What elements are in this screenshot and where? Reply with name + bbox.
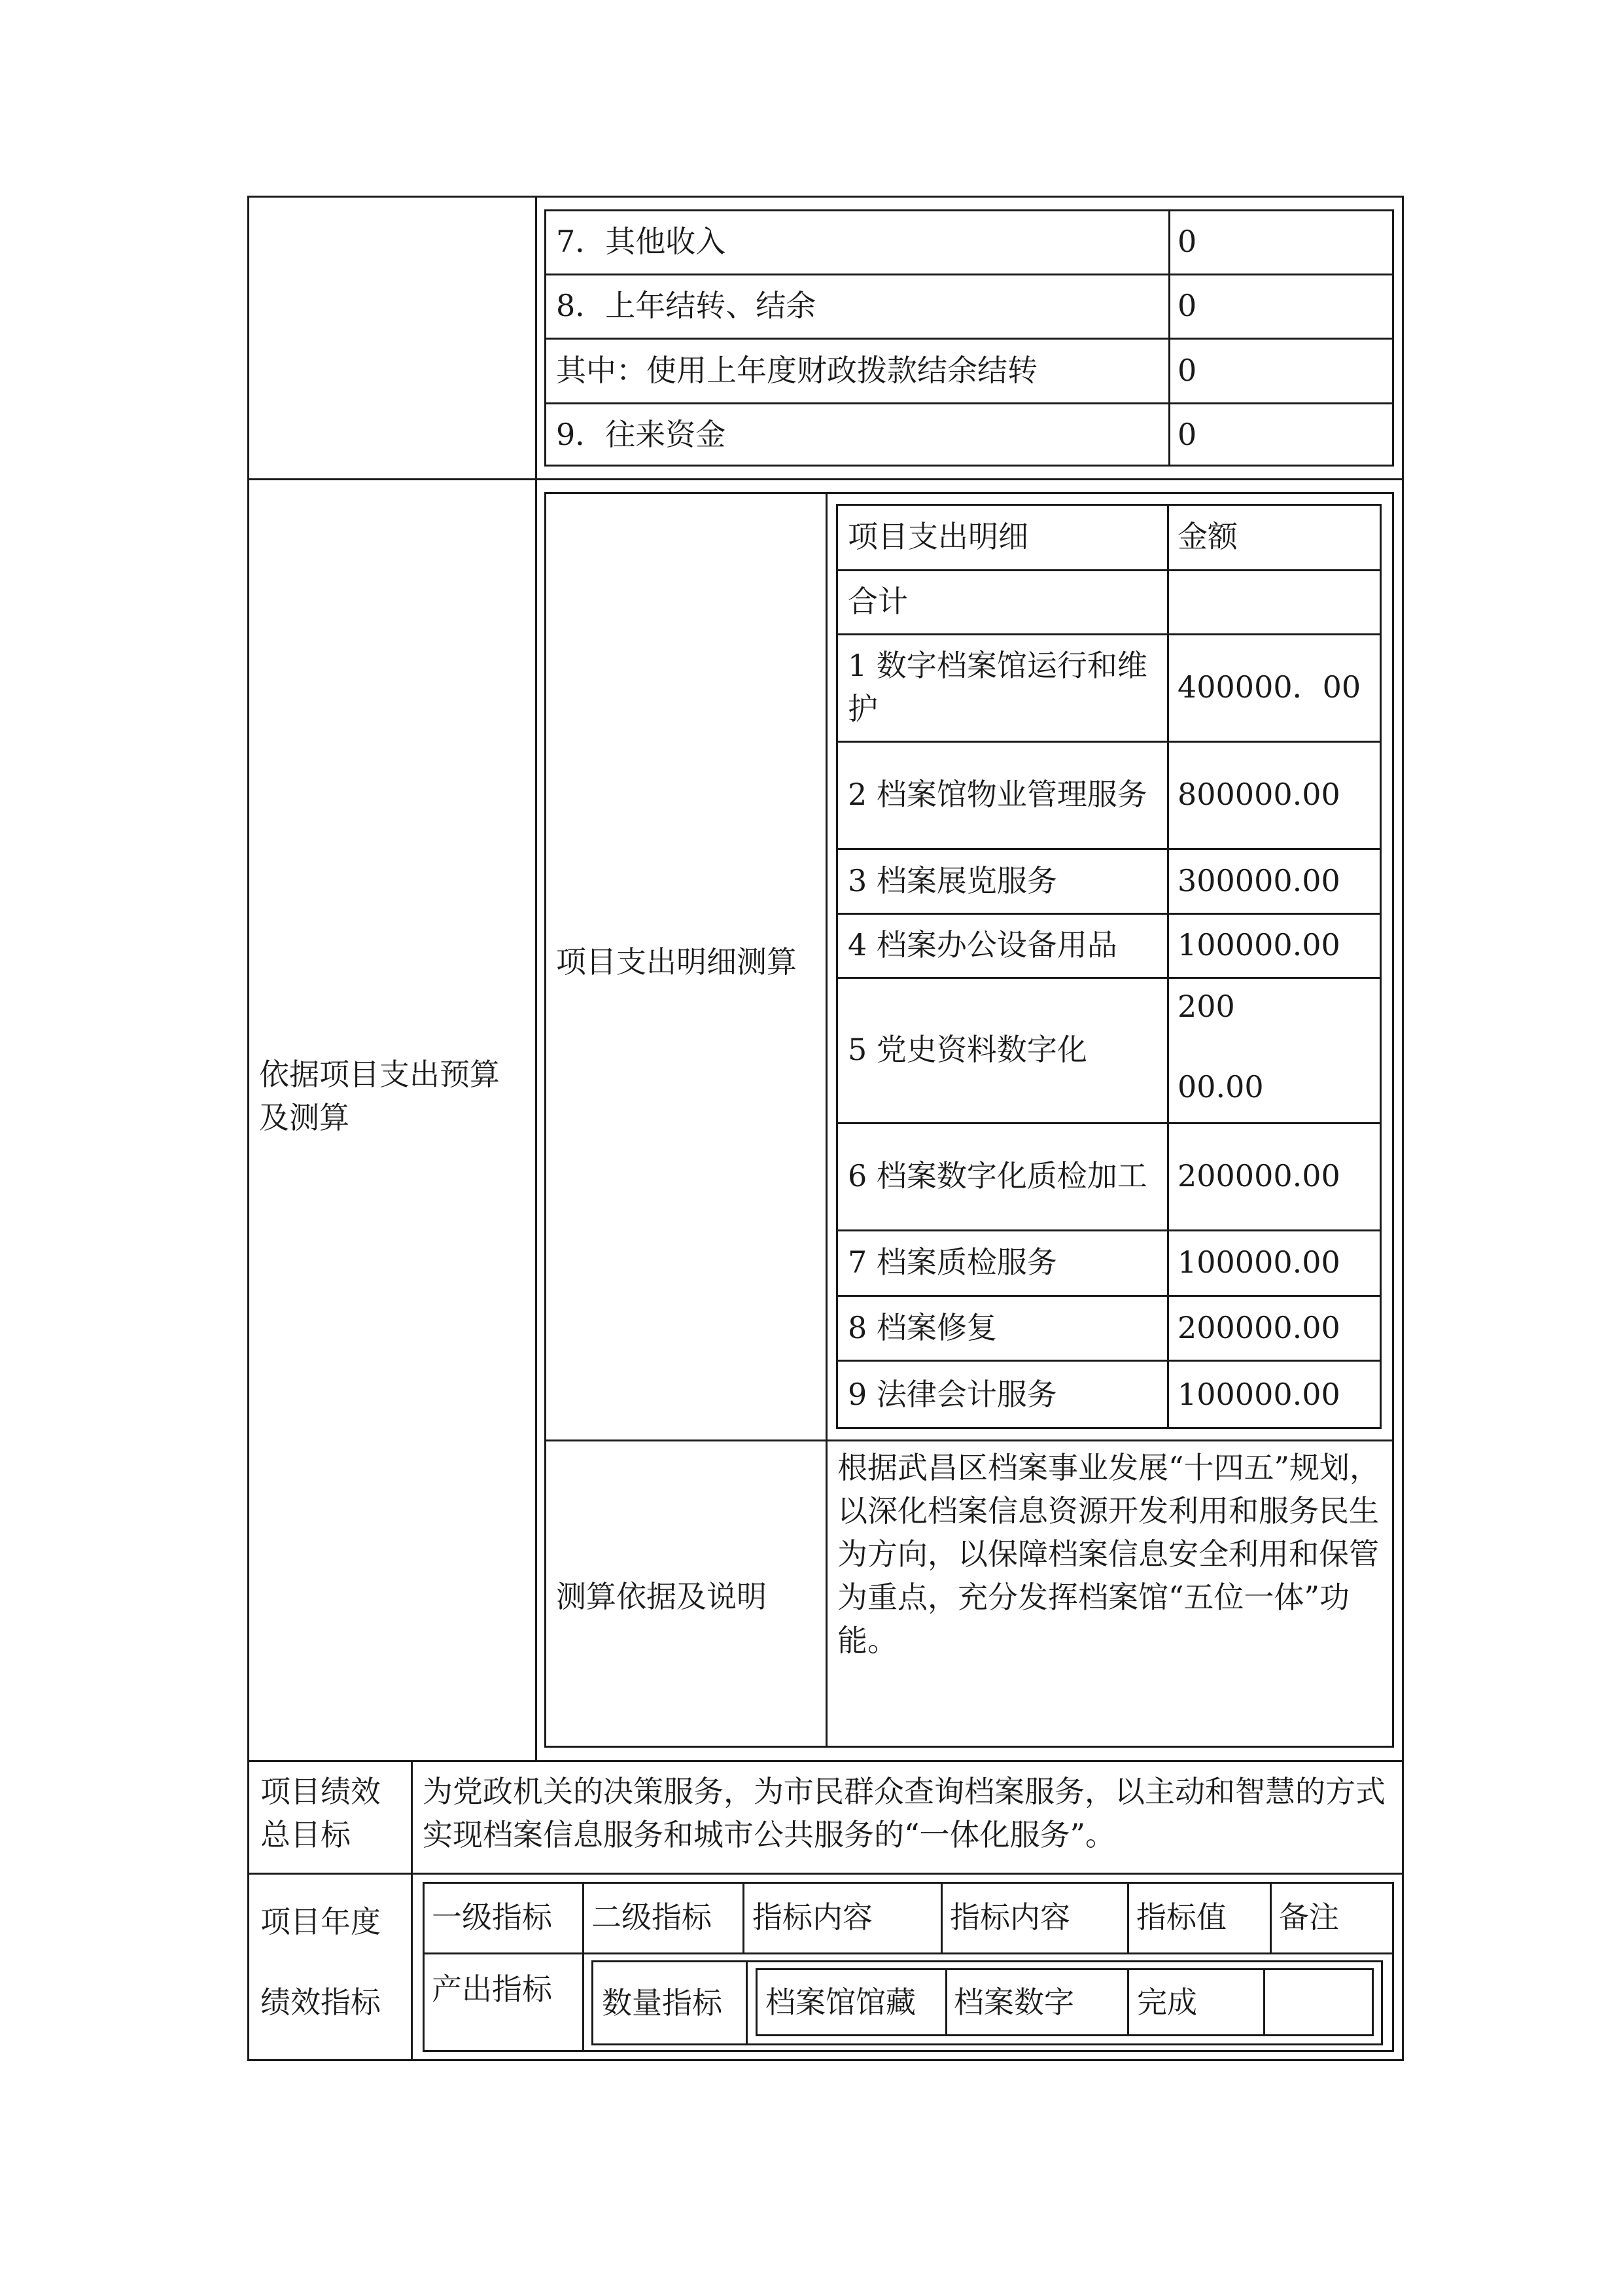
detail-header-item: 项目支出明细 bbox=[848, 519, 1028, 554]
income-row-value: 0 bbox=[1178, 224, 1197, 259]
divider bbox=[423, 1952, 1394, 1954]
divider bbox=[1270, 1882, 1272, 1952]
indicator-content: 档案馆馆藏 bbox=[765, 1985, 916, 2020]
divider bbox=[826, 492, 828, 1748]
divider bbox=[742, 1882, 744, 1952]
divider bbox=[1167, 504, 1169, 1429]
divider bbox=[247, 1873, 1404, 1875]
goal-label: 项目绩效总目标 bbox=[260, 1774, 381, 1852]
detail-row-amount: 800000.00 bbox=[1178, 777, 1340, 812]
indicators-label: 项目年度 bbox=[260, 1904, 381, 1939]
detail-row-amount: 200 bbox=[1178, 989, 1235, 1024]
income-row-label: 7．其他收入 bbox=[556, 224, 726, 259]
divider bbox=[941, 1882, 943, 1952]
indicator-note bbox=[1273, 1968, 1371, 2036]
explain-label: 测算依据及说明 bbox=[556, 1579, 767, 1614]
divider bbox=[247, 1760, 1404, 1762]
detail-row-item: 9 法律会计服务 bbox=[848, 1377, 1057, 1412]
indicator-header: 指标值 bbox=[1136, 1899, 1227, 1935]
detail-row-amount: 200000.00 bbox=[1178, 1158, 1340, 1193]
detail-row-amount: 200000.00 bbox=[1178, 1309, 1340, 1345]
income-row-value: 0 bbox=[1178, 352, 1197, 388]
detail-row-item: 4 档案办公设备用品 bbox=[848, 927, 1117, 963]
income-row-label: 9．往来资金 bbox=[556, 417, 726, 452]
detail-row-item: 合计 bbox=[848, 584, 908, 619]
divider bbox=[945, 1968, 947, 2036]
divider bbox=[247, 478, 1404, 480]
detail-row-item: 7 档案质检服务 bbox=[848, 1245, 1057, 1280]
indicator-header: 二级指标 bbox=[591, 1899, 712, 1935]
divider bbox=[1127, 1882, 1129, 1952]
indicators-label: 绩效指标 bbox=[260, 1985, 381, 2020]
detail-row-item: 5 党史资料数字化 bbox=[848, 1032, 1087, 1067]
divider bbox=[535, 196, 537, 1761]
indicator-level2: 数量指标 bbox=[602, 1985, 722, 2021]
indicator-header: 备注 bbox=[1279, 1899, 1339, 1935]
detail-row-amount: 400000．00 bbox=[1178, 669, 1361, 705]
indicator-content: 档案数字 bbox=[954, 1985, 1074, 2020]
indicator-level1: 产出指标 bbox=[432, 1971, 552, 2007]
detail-label: 项目支出明细测算 bbox=[556, 944, 797, 980]
divider bbox=[746, 1960, 748, 2045]
detail-row-amount bbox=[1178, 569, 1374, 633]
income-row-value: 0 bbox=[1178, 288, 1197, 323]
detail-row-amount: 100000.00 bbox=[1178, 1377, 1340, 1412]
indicator-value: 完成 bbox=[1137, 1985, 1197, 2020]
divider bbox=[544, 1439, 1394, 1441]
indicator-header: 指标内容 bbox=[950, 1899, 1070, 1935]
indicator-header: 一级指标 bbox=[432, 1899, 552, 1935]
detail-row-amount: 100000.00 bbox=[1178, 1245, 1340, 1280]
indicator-header: 指标内容 bbox=[752, 1899, 873, 1935]
divider bbox=[582, 1882, 584, 2052]
detail-header-amount: 金额 bbox=[1178, 519, 1238, 554]
detail-row-item: 3 档案展览服务 bbox=[848, 862, 1057, 898]
income-row-label: 其中：使用上年度财政拨款结余结转 bbox=[556, 352, 1038, 388]
detail-row-item: 2 档案馆物业管理服务 bbox=[848, 777, 1147, 812]
divider bbox=[1127, 1968, 1129, 2036]
divider bbox=[411, 1760, 413, 2061]
detail-row-item: 8 档案修复 bbox=[848, 1309, 997, 1345]
goal-text: 为党政机关的决策服务，为市民群众查询档案服务，以主动和智慧的方式实现档案信息服务和城市公共服务的“一体化服务”。 bbox=[423, 1774, 1386, 1852]
income-row-value: 0 bbox=[1178, 417, 1197, 452]
detail-row-item: 6 档案数字化质检加工 bbox=[848, 1158, 1147, 1193]
detail-row-amount: 00.00 bbox=[1178, 1069, 1264, 1104]
detail-row-item: 1 数字档案馆运行和维护 bbox=[848, 648, 1147, 726]
explain-text: 根据武昌区档案事业发展“十四五”规划，以深化档案信息资源开发利用和服务民生为方向，以保障档案信息安全利用和保管为重点，充分发挥档案馆“五位一体”功能。 bbox=[837, 1450, 1380, 1658]
income-row-label: 8．上年结转、结余 bbox=[556, 288, 816, 323]
basis-label: 依据项目支出预算及测算 bbox=[259, 1057, 500, 1135]
detail-row-amount: 300000.00 bbox=[1178, 862, 1340, 898]
divider bbox=[1263, 1968, 1265, 2036]
detail-row-amount: 100000.00 bbox=[1178, 927, 1340, 963]
